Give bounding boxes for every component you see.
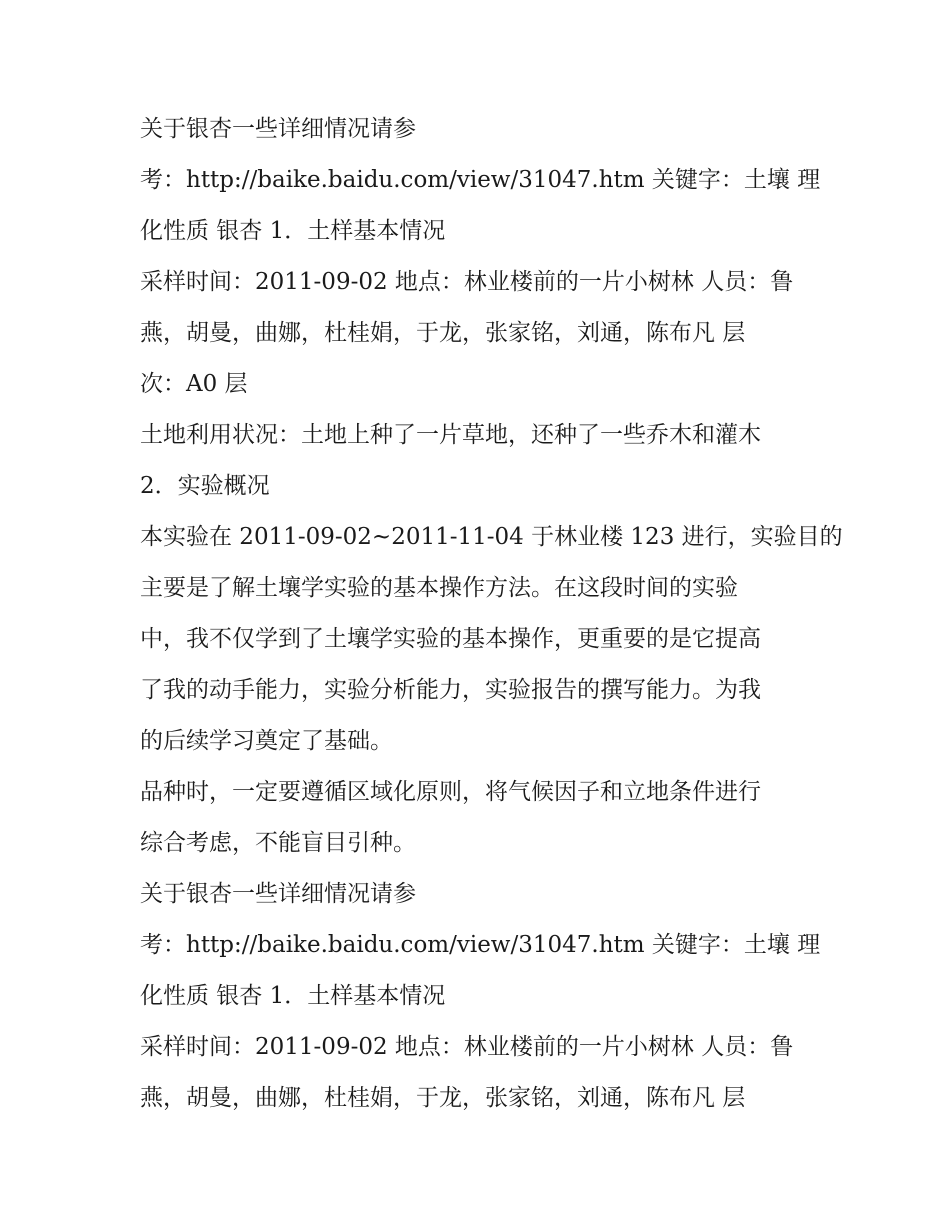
text-line: 综合考虑，不能盲目引种。 (140, 830, 416, 856)
text-line: 品种时，一定要遵循区域化原则，将气候因子和立地条件进行 (140, 779, 761, 805)
text-line: 的后续学习奠定了基础。 (140, 728, 393, 754)
text-line: 关于银杏一些详细情况请参 (140, 116, 416, 142)
text-line: 采样时间：2011-09-02 地点：林业楼前的一片小树林 人员：鲁 (140, 1034, 794, 1060)
text-line: 主要是了解土壤学实验的基本操作方法。在这段时间的实验 (140, 575, 738, 601)
text-line: 次：A0 层 (140, 371, 248, 397)
text-line: 关于银杏一些详细情况请参 (140, 881, 416, 907)
text-line: 考：http://baike.baidu.com/view/31047.htm 关键字：土壤 理 (140, 167, 821, 193)
text-line: 燕，胡曼，曲娜，杜桂娟，于龙，张家铭，刘通，陈布凡 层 (140, 320, 746, 346)
document-body (140, 104, 843, 1124)
text-line: 考：http://baike.baidu.com/view/31047.htm 关键字：土壤 理 (140, 932, 821, 958)
text-line: 化性质 银杏 1．土样基本情况 (140, 218, 446, 244)
text-line: 本实验在 2011-09-02~2011-11-04 于林业楼 123 进行，实验目的 (140, 524, 843, 550)
text-line: 中，我不仅学到了土壤学实验的基本操作，更重要的是它提高 (140, 626, 761, 652)
text-line: 燕，胡曼，曲娜，杜桂娟，于龙，张家铭，刘通，陈布凡 层 (140, 1085, 746, 1111)
text-line: 土地利用状况：土地上种了一片草地，还种了一些乔木和灌木 (140, 422, 761, 448)
text-line: 化性质 银杏 1．土样基本情况 (140, 983, 446, 1009)
text-line: 采样时间：2011-09-02 地点：林业楼前的一片小树林 人员：鲁 (140, 269, 794, 295)
text-line: 2．实验概况 (140, 473, 270, 499)
text-line: 了我的动手能力，实验分析能力，实验报告的撰写能力。为我 (140, 677, 761, 703)
